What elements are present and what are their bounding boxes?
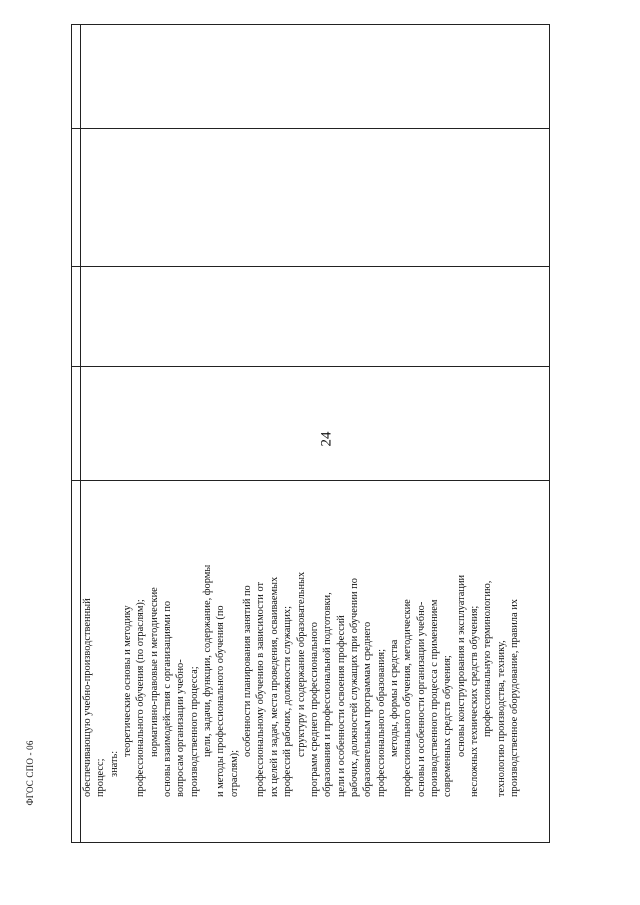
text-line: нормативно-правовые и методические [148,587,160,757]
text-line: профессиональную терминологию, [482,580,494,737]
table-row-divider [72,366,549,367]
text-line: цели и особенности освоения профессий [335,615,347,797]
text-line: обеспечивающую учебно-производственный [82,598,93,797]
page-number: 24 [318,431,335,447]
text-line: производственного процесса; [188,666,200,797]
text-line: образовательным программам среднего [362,621,374,797]
text-line: методы, формы и средства [388,639,400,757]
text-line: их целей и задач, места проведения, осваиваемых [268,576,280,797]
text-line: технологию производства, технику, [495,640,507,797]
text-line: образования и профессиональной подготовки, [322,592,334,797]
text-line: структуру и содержание образовательных [295,571,307,757]
text-line: основы и особенности организации учебно- [415,601,427,797]
text-line: вопросам организации учебно- [175,659,187,797]
text-line: несложных технических средств обучения; [468,605,480,797]
text-line: профессиональному обучению в зависимости от [255,581,267,797]
requirements-text [81,480,520,797]
text-line: основы взаимодействия с организациями по [162,600,174,797]
text-line: профессионального образования; [375,649,387,797]
text-line: основы конструирования и эксплуатации [455,574,467,757]
text-line: современных средств обучения; [442,655,454,797]
text-line: цели, задачи, функции, содержание, формы [202,564,214,757]
text-line: рабочих, должностей служащих при обучении по [348,578,360,797]
text-line: производственного процесса с применением [428,599,440,797]
text-line: профессионального обучения (по отраслям); [135,599,147,797]
text-line: особенности планирования занятий по [242,585,254,757]
text-line: профессионального обучения, методические [402,599,414,797]
text-line: знать: [108,750,120,777]
text-line: теоретические основы и методику [122,605,134,757]
text-line: и методы профессионального обучения (по [215,605,227,797]
text-line: профессий рабочих, должности служащих; [282,605,294,797]
text-line: производственное оборудование, правила их [509,599,520,797]
text-line: отраслям); [228,749,240,797]
footer-standard-code: ФГОС СПО - 06 [25,740,35,806]
text-line: процесс; [95,758,107,797]
table-row-divider [72,266,549,267]
table-row-divider [72,128,549,129]
text-line: программ среднего профессионального [308,622,320,797]
